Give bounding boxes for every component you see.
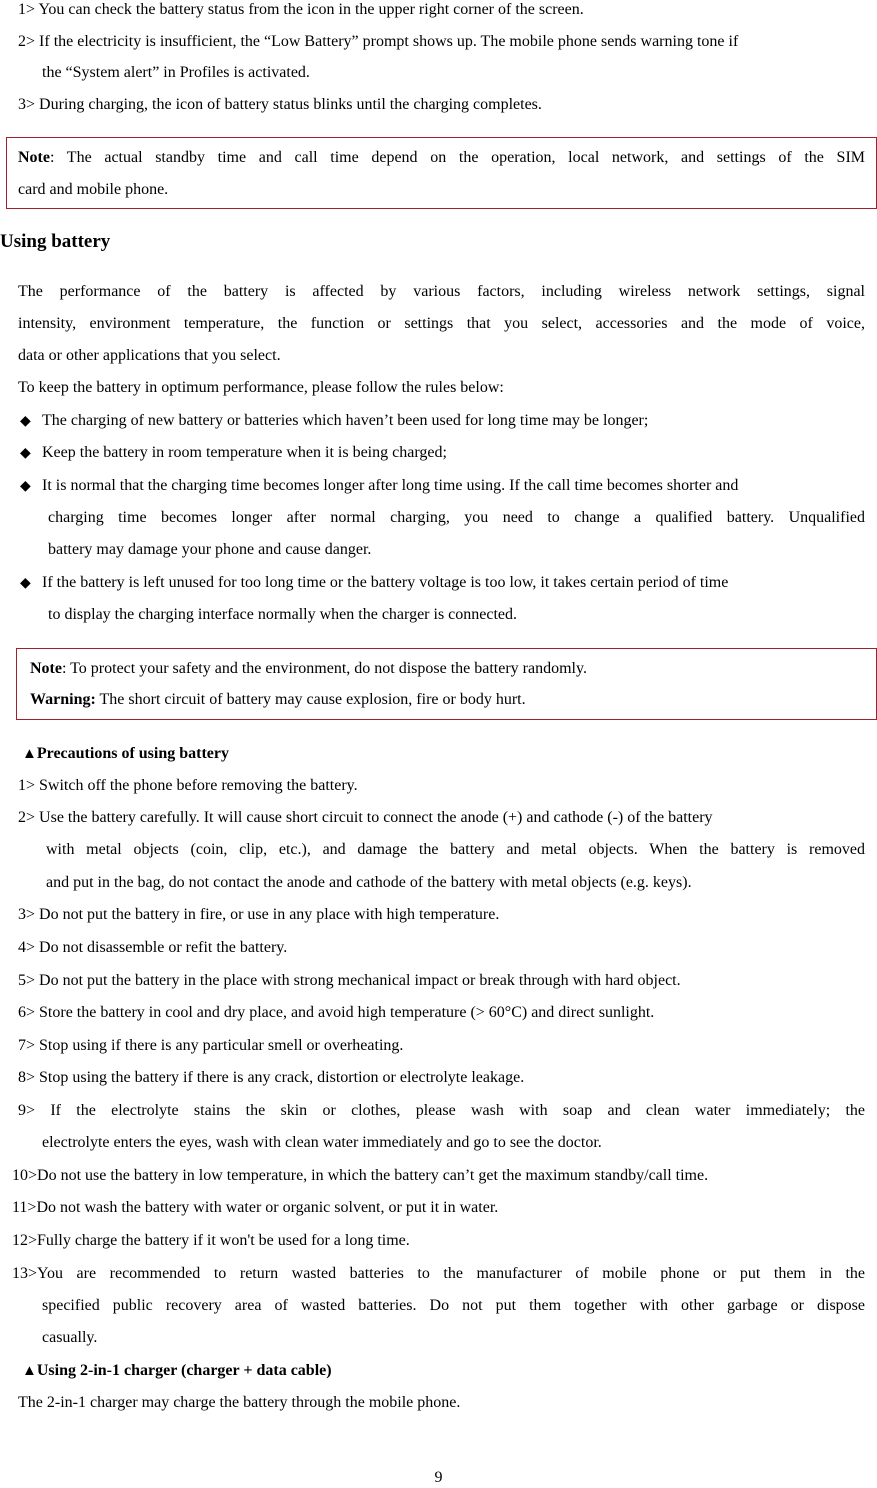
precaution-text: Fully charge the battery if it won't be used for a long time. [37, 1232, 410, 1249]
precaution-13 [12, 1264, 865, 1284]
precaution-5 [18, 971, 681, 991]
precaution-num: 8> [18, 1069, 36, 1086]
precaution-3 [18, 905, 499, 925]
page-number: 9 [434, 1469, 443, 1486]
intro-item-1-num: 1> [18, 1, 36, 18]
rule-1-text: The charging of new battery or batteries which haven’t been used for long time may be longer; [42, 412, 649, 429]
para-line-4: To keep the battery in optimum performance, please follow the rules below: [18, 379, 504, 396]
precaution-text: Switch off the phone before removing the battery. [39, 777, 358, 794]
intro-item-2-num: 2> [18, 33, 36, 50]
rule-1 [20, 411, 648, 432]
precaution-4 [18, 938, 287, 958]
rule-3 [20, 476, 865, 497]
precaution-7 [18, 1036, 403, 1056]
precaution-text: Use the battery carefully. It will cause short circuit to connect the anode (+) and cathode (-) of the battery [39, 809, 713, 826]
section-title: Using battery [0, 231, 111, 252]
intro-item-1-text: You can check the battery status from the icon in the upper right corner of the screen. [38, 1, 584, 18]
diamond-bullet-icon: ◆ [20, 446, 31, 461]
note-sim-text: : The actual standby time and call time depend on the operation, local network, and settings of the SIM [49, 149, 865, 166]
intro-item-3-num: 3> [18, 96, 36, 113]
precaution-text: Do not disassemble or refit the battery. [39, 939, 288, 956]
diamond-bullet-icon: ◆ [20, 576, 31, 591]
note-label: Note [30, 660, 62, 677]
precaution-text: If the electrolyte stains the skin or clothes, please wash with soap and clean water immediately; the [50, 1102, 866, 1119]
para-line-2: intensity, environment temperature, the function or settings that you select, accessories and the mode of voice, [18, 315, 865, 332]
precaution-text: Do not put the battery in fire, or use in any place with high temperature. [39, 906, 500, 923]
precaution-9 [18, 1101, 865, 1121]
triangle-icon: ▲ [22, 746, 37, 762]
precaution-2 [18, 808, 865, 828]
precaution-text: Do not put the battery in the place with strong mechanical impact or break through with hard object. [39, 972, 681, 989]
precaution-10 [12, 1166, 708, 1186]
precaution-text: Do not use the battery in low temperature, in which the battery can’t get the maximum standby/call time. [37, 1167, 709, 1184]
rule-2 [20, 443, 447, 464]
diamond-bullet-icon: ◆ [20, 479, 31, 494]
precaution-num: 3> [18, 906, 36, 923]
rule-3-cont-1: charging time becomes longer after normal charging, you need to change a qualified battery. Unqualified [48, 509, 865, 526]
charger-title-text: Using 2-in-1 charger (charger + data cable) [36, 1362, 332, 1379]
triangle-icon: ▲ [22, 1363, 37, 1379]
precaution-num: 4> [18, 939, 36, 956]
intro-item-2 [18, 32, 738, 52]
diamond-bullet-icon: ◆ [20, 414, 31, 429]
intro-item-3-text: During charging, the icon of battery status blinks until the charging completes. [39, 96, 542, 113]
precaution-num: 6> [18, 1004, 36, 1021]
note-sim-line2: card and mobile phone. [18, 181, 169, 198]
precaution-11 [12, 1198, 498, 1218]
charger-title [22, 1361, 332, 1381]
precaution-num: 13> [12, 1265, 38, 1282]
precaution-12 [12, 1231, 410, 1251]
note-safety [30, 659, 587, 679]
precaution-num: 5> [18, 972, 36, 989]
note-label: Note [18, 149, 50, 166]
warning-label: Warning: [30, 691, 96, 708]
precaution-text: Stop using the battery if there is any crack, distortion or electrolyte leakage. [39, 1069, 525, 1086]
precaution-text: You are recommended to return wasted batteries to the manufacturer of mobile phone or put them in the [37, 1265, 865, 1282]
intro-item-2-text: If the electricity is insufficient, the “Low Battery” prompt shows up. The mobile phone sends warning tone if [39, 33, 739, 50]
note-safety-text: : To protect your safety and the environment, do not dispose the battery randomly. [61, 660, 587, 677]
para-line-1: The performance of the battery is affected by various factors, including wireless network settings, signal [18, 283, 865, 300]
precaution-9-cont: electrolyte enters the eyes, wash with clean water immediately and go to see the doctor. [42, 1134, 602, 1151]
precaution-num: 9> [18, 1102, 36, 1119]
precaution-text: Stop using if there is any particular smell or overheating. [39, 1037, 404, 1054]
precaution-num: 7> [18, 1037, 36, 1054]
precaution-num: 1> [18, 777, 36, 794]
precaution-13-cont-2: casually. [42, 1329, 98, 1346]
intro-item-3 [18, 95, 542, 115]
intro-item-2-cont: the “System alert” in Profiles is activated. [42, 64, 310, 81]
precaution-num: 12> [12, 1232, 38, 1249]
precaution-6 [18, 1003, 654, 1023]
note-sim-line1 [18, 148, 865, 168]
precautions-title-text: Precautions of using battery [36, 745, 229, 762]
rule-2-text: Keep the battery in room temperature when it is being charged; [42, 444, 447, 461]
rule-4-cont: to display the charging interface normally when the charger is connected. [48, 606, 518, 623]
precaution-2-cont-2: and put in the bag, do not contact the anode and cathode of the battery with metal objects (e.g. keys). [46, 874, 692, 891]
rule-4-text: If the battery is left unused for too long time or the battery voltage is too low, it takes certain period of time [42, 574, 729, 591]
precaution-num: 10> [12, 1167, 38, 1184]
precautions-title [22, 744, 229, 764]
para-line-3: data or other applications that you select. [18, 347, 281, 364]
precaution-num: 11> [12, 1199, 37, 1216]
warning-line [30, 690, 526, 710]
rule-3-text: It is normal that the charging time becomes longer after long time using. If the call time becomes shorter and [42, 477, 739, 494]
precaution-13-cont-1: specified public recovery area of wasted batteries. Do not put them together with other garbage or dispose [42, 1297, 865, 1314]
precaution-2-cont-1: with metal objects (coin, clip, etc.), and damage the battery and metal objects. When the battery is removed [46, 841, 865, 858]
warning-text: The short circuit of battery may cause explosion, fire or body hurt. [95, 691, 526, 708]
precaution-text: Store the battery in cool and dry place, and avoid high temperature (> 60°C) and direct sunlight. [39, 1004, 655, 1021]
intro-item-1 [18, 0, 584, 20]
precaution-num: 2> [18, 809, 36, 826]
rule-3-cont-2: battery may damage your phone and cause danger. [48, 541, 372, 558]
precaution-8 [18, 1068, 524, 1088]
rule-4 [20, 573, 728, 594]
precaution-1 [18, 776, 358, 796]
precaution-text: Do not wash the battery with water or organic solvent, or put it in water. [36, 1199, 499, 1216]
charger-text: The 2-in-1 charger may charge the battery through the mobile phone. [18, 1394, 461, 1411]
